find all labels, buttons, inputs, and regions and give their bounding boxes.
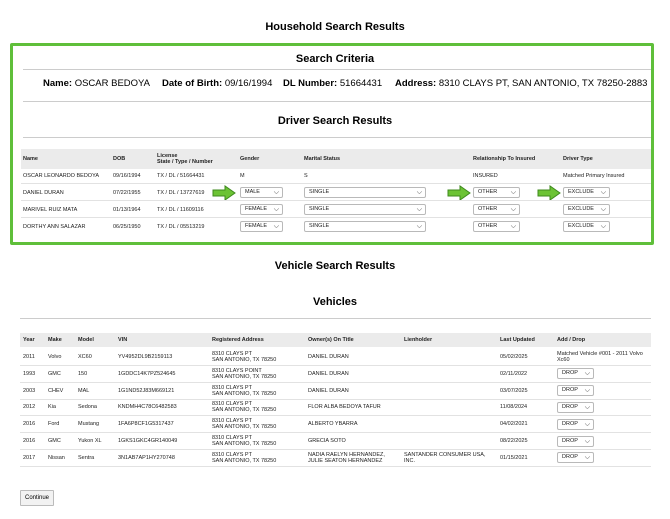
- vehicle-year: 2003: [23, 387, 36, 394]
- chevron-down-icon: ⌵: [600, 189, 606, 196]
- driver-type-select[interactable]: [563, 221, 610, 232]
- dl-value: 51664431: [339, 78, 383, 89]
- chevron-down-icon: ⌵: [510, 223, 516, 230]
- driver-dob: 06/25/1950: [113, 224, 141, 230]
- vehicle-model: MAL: [78, 387, 90, 394]
- gender-select[interactable]: [240, 187, 283, 198]
- add-drop-value: DROP: [562, 437, 578, 444]
- vehicle-owner-line-1: GRECIA SOTO: [308, 438, 346, 444]
- gender-value: FEMALE: [245, 223, 268, 229]
- add-drop-select[interactable]: [557, 452, 594, 463]
- marital-select[interactable]: [304, 204, 426, 215]
- row-divider: [20, 365, 651, 366]
- driver-license: TX / DL / 11609116: [157, 207, 204, 213]
- chevron-down-icon: ⌵: [416, 206, 422, 213]
- divider: [23, 137, 651, 138]
- row-divider: [21, 183, 651, 184]
- driver-type-value: EXCLUDE: [568, 189, 594, 195]
- col-make: Make: [48, 337, 62, 343]
- vehicle-make: GMC: [48, 438, 61, 444]
- divider: [23, 69, 651, 70]
- vehicle-updated: 05/02/2025: [500, 354, 528, 360]
- vehicle-lienholder-line-1: SANTANDER CONSUMER USA,: [404, 451, 486, 458]
- vehicle-model: Mustang: [78, 421, 100, 428]
- vehicle-year: 1993: [23, 370, 36, 377]
- vehicle-address-line-1: 8310 CLAYS PT: [212, 418, 252, 425]
- vehicle-owner-line-1: DANIEL DURAN: [308, 387, 349, 394]
- vehicles-title: Vehicles: [312, 296, 358, 308]
- add-drop-value: DROP: [562, 454, 578, 461]
- vehicle-make: Volvo: [48, 354, 62, 360]
- criteria-address: [395, 78, 647, 89]
- address-label: Address:: [395, 78, 437, 89]
- chevron-down-icon: ⌵: [416, 223, 422, 230]
- row-divider: [20, 415, 651, 416]
- vehicle-model: 150: [78, 370, 88, 377]
- vehicle-updated: 01/15/2021: [500, 454, 528, 461]
- dob-value: 09/16/1994: [224, 78, 273, 89]
- col-gender: Gender: [240, 156, 260, 162]
- vehicle-owner-line-1: ALBERTO YBARRA: [308, 421, 358, 428]
- vehicle-model: Sedona: [78, 404, 97, 411]
- vehicle-vin: 1GKS1GKC4GR140049: [118, 438, 178, 444]
- col-address: Registered Address: [212, 337, 264, 343]
- driver-name: DORTHY ANN SALAZAR: [23, 224, 86, 230]
- vehicle-address-line-2: SAN ANTONIO, TX 78250: [212, 390, 277, 397]
- vehicle-address-line-2: SAN ANTONIO, TX 78250: [212, 457, 277, 464]
- vehicle-owner-line-1: NADIA RAELYN HERNANDEZ,: [308, 451, 385, 458]
- add-drop-value: DROP: [562, 403, 578, 410]
- col-model: Model: [78, 337, 94, 343]
- driver-gender: M: [240, 173, 245, 179]
- driver-dob: 01/13/1964: [113, 207, 141, 213]
- row-divider: [20, 399, 651, 400]
- chevron-down-icon: ⌵: [584, 370, 590, 378]
- criteria-dob: [162, 78, 272, 89]
- row-divider: [20, 449, 651, 450]
- chevron-down-icon: ⌵: [584, 437, 590, 445]
- vehicle-model: Sentra: [78, 454, 95, 461]
- chevron-down-icon: ⌵: [584, 420, 590, 428]
- vehicle-make: CHEV: [48, 387, 64, 394]
- vehicle-make: Nissan: [48, 454, 65, 461]
- vehicle-year: 2012: [23, 404, 36, 411]
- vehicle-owner-line-2: JULIE SEATON HERNANDEZ: [308, 457, 383, 464]
- relationship-select[interactable]: [473, 221, 520, 232]
- criteria-dl: [283, 78, 382, 89]
- add-drop-value: DROP: [562, 387, 578, 394]
- marital-select[interactable]: [304, 221, 426, 232]
- driver-type-select[interactable]: [563, 204, 610, 215]
- chevron-down-icon: ⌵: [416, 189, 422, 196]
- gender-select[interactable]: [240, 204, 283, 215]
- chevron-down-icon: ⌵: [584, 403, 590, 411]
- relationship-value: OTHER: [478, 189, 498, 195]
- vehicle-year: 2011: [23, 354, 35, 360]
- dob-label: Date of Birth:: [162, 78, 223, 89]
- vehicle-address-line-1: 8310 CLAYS PT: [212, 435, 252, 441]
- driver-type: Matched Primary Insured: [563, 173, 625, 179]
- vehicle-vin: 1GDDC14K7PZ524645: [118, 370, 176, 377]
- vehicle-updated: 11/08/2024: [500, 404, 528, 411]
- criteria-name: [43, 78, 150, 89]
- col-owner: Owner(s) On Title: [308, 337, 354, 343]
- driver-type-value: EXCLUDE: [568, 223, 594, 229]
- add-drop-select[interactable]: [557, 385, 594, 396]
- col-name: Name: [23, 156, 38, 162]
- address-value: 8310 CLAYS PT, SAN ANTONIO, TX 78250-2883: [438, 78, 648, 89]
- vehicle-address-line-2: SAN ANTONIO, TX 78250: [212, 441, 277, 447]
- vehicle-vin: 3N1AB7AP1HY270748: [118, 454, 175, 461]
- continue-button[interactable]: Continue: [20, 490, 54, 506]
- chevron-down-icon: ⌵: [273, 206, 279, 213]
- vehicle-updated: 04/02/2021: [500, 421, 528, 428]
- chevron-down-icon: ⌵: [510, 206, 516, 213]
- vehicle-model: XC60: [78, 354, 92, 360]
- relationship-select[interactable]: [473, 187, 520, 198]
- col-dob: DOB: [113, 156, 126, 162]
- driver-license: TX / DL / 51664431: [157, 173, 205, 179]
- relationship-select[interactable]: [473, 204, 520, 215]
- add-drop-select[interactable]: [557, 368, 594, 379]
- marital-select[interactable]: [304, 187, 426, 198]
- driver-license: TX / DL / 13727619: [157, 190, 205, 196]
- vehicle-make: Kia: [48, 404, 56, 411]
- row-divider: [20, 432, 651, 433]
- chevron-down-icon: ⌵: [584, 454, 590, 462]
- driver-type-value: EXCLUDE: [568, 206, 594, 212]
- driver-license: TX / DL / 05513219: [157, 224, 205, 230]
- vehicle-address-line-2: SAN ANTONIO, TX 78250: [212, 424, 277, 431]
- col-year: Year: [23, 337, 35, 343]
- row-divider: [21, 200, 651, 201]
- vehicle-year: 2016: [23, 438, 36, 444]
- marital-value: SINGLE: [309, 223, 330, 229]
- vehicle-address-line-1: 8310 CLAYS PT: [212, 351, 252, 357]
- driver-dob: 09/16/1994: [113, 173, 141, 179]
- driver-relationship: INSURED: [473, 173, 498, 179]
- vehicle-updated: 08/22/2025: [500, 438, 528, 444]
- vehicle-updated: 03/07/2025: [500, 387, 528, 394]
- add-drop-value: DROP: [562, 420, 578, 427]
- relationship-value: OTHER: [478, 223, 498, 229]
- driver-name: MARIVEL RUIZ MATA: [23, 207, 78, 213]
- marital-value: SINGLE: [309, 189, 330, 195]
- add-drop-select[interactable]: [557, 402, 594, 413]
- vehicle-make: Ford: [48, 421, 60, 428]
- gender-value: MALE: [245, 189, 260, 195]
- vehicle-address-line-2: SAN ANTONIO, TX 78250: [212, 357, 277, 363]
- matched-vehicle-text-line-2: Xc60: [557, 357, 570, 363]
- arrow-right-icon: [537, 185, 561, 201]
- gender-value: FEMALE: [245, 206, 268, 212]
- driver-type-select[interactable]: [563, 187, 610, 198]
- divider: [20, 318, 651, 319]
- row-divider: [20, 382, 651, 383]
- col-license-1: License: [157, 153, 178, 159]
- arrow-right-icon: [212, 185, 236, 201]
- col-driver-type: Driver Type: [563, 156, 593, 162]
- search-criteria-title: Search Criteria: [295, 53, 375, 65]
- divider: [23, 101, 651, 102]
- page-title: Household Search Results: [265, 21, 405, 33]
- vehicle-address-line-2: SAN ANTONIO, TX 78250: [212, 373, 277, 380]
- vehicle-address-line-1: 8310 CLAYS POINT: [212, 367, 262, 374]
- vehicle-make: GMC: [48, 370, 61, 377]
- chevron-down-icon: ⌵: [584, 387, 590, 395]
- driver-name: DANIEL DURAN: [23, 190, 64, 196]
- relationship-value: OTHER: [478, 206, 498, 212]
- matched-vehicle-text-line-1: Matched Vehicle #001 - 2011 Volvo: [557, 351, 643, 357]
- vehicle-owner-line-1: DANIEL DURAN: [308, 370, 349, 377]
- driver-results-title: Driver Search Results: [277, 115, 393, 127]
- vehicle-address-line-1: 8310 CLAYS PT: [212, 384, 252, 391]
- chevron-down-icon: ⌵: [600, 206, 606, 213]
- chevron-down-icon: ⌵: [600, 223, 606, 230]
- vehicle-owner-line-1: FLOR ALBA BEDOYA TAFUR: [308, 404, 381, 411]
- arrow-right-icon: [447, 185, 471, 201]
- vehicle-year: 2016: [23, 421, 36, 428]
- col-relationship: Relationship To Insured: [473, 156, 536, 162]
- row-divider: [21, 217, 651, 218]
- chevron-down-icon: ⌵: [273, 189, 279, 196]
- vehicle-address-line-2: SAN ANTONIO, TX 78250: [212, 407, 277, 414]
- vehicle-year: 2017: [23, 454, 36, 461]
- vehicle-vin: YV4952DL9B2159113: [118, 354, 173, 360]
- name-label: Name:: [43, 78, 73, 89]
- gender-select[interactable]: [240, 221, 283, 232]
- dl-label: DL Number:: [283, 78, 338, 89]
- vehicle-vin: KNDMH4C78C6482583: [118, 404, 177, 411]
- driver-marital: S: [304, 173, 308, 179]
- driver-dob: 07/22/1955: [113, 190, 141, 196]
- col-vin: VIN: [118, 337, 128, 343]
- vehicle-owner-line-1: DANIEL DURAN: [308, 354, 349, 360]
- col-marital: Marital Status: [304, 156, 341, 162]
- col-lienholder: Lienholder: [404, 337, 433, 343]
- col-updated: Last Updated: [500, 337, 535, 343]
- add-drop-select[interactable]: [557, 436, 594, 447]
- vehicle-lienholder-line-2: INC.: [404, 457, 415, 464]
- add-drop-value: DROP: [562, 370, 578, 377]
- vehicle-address-line-1: 8310 CLAYS PT: [212, 401, 252, 408]
- vehicle-vin: 1FA6P8CF1G5317437: [118, 421, 174, 428]
- marital-value: SINGLE: [309, 206, 330, 212]
- chevron-down-icon: ⌵: [273, 223, 279, 230]
- row-divider: [20, 466, 651, 467]
- col-action: Add / Drop: [557, 337, 586, 343]
- col-license-2: State / Type / Number: [157, 159, 213, 165]
- chevron-down-icon: ⌵: [510, 189, 516, 196]
- vehicle-address-line-1: 8310 CLAYS PT: [212, 451, 252, 458]
- vehicle-model: Yukon XL: [78, 438, 102, 444]
- vehicle-vin: 1G1ND52J83M669121: [118, 387, 175, 394]
- driver-name: OSCAR LEONARDO BEDOYA: [23, 173, 99, 179]
- name-value: OSCAR BEDOYA: [74, 78, 151, 89]
- vehicle-results-title: Vehicle Search Results: [274, 260, 396, 272]
- add-drop-select[interactable]: [557, 419, 594, 430]
- vehicle-updated: 02/11/2022: [500, 370, 528, 377]
